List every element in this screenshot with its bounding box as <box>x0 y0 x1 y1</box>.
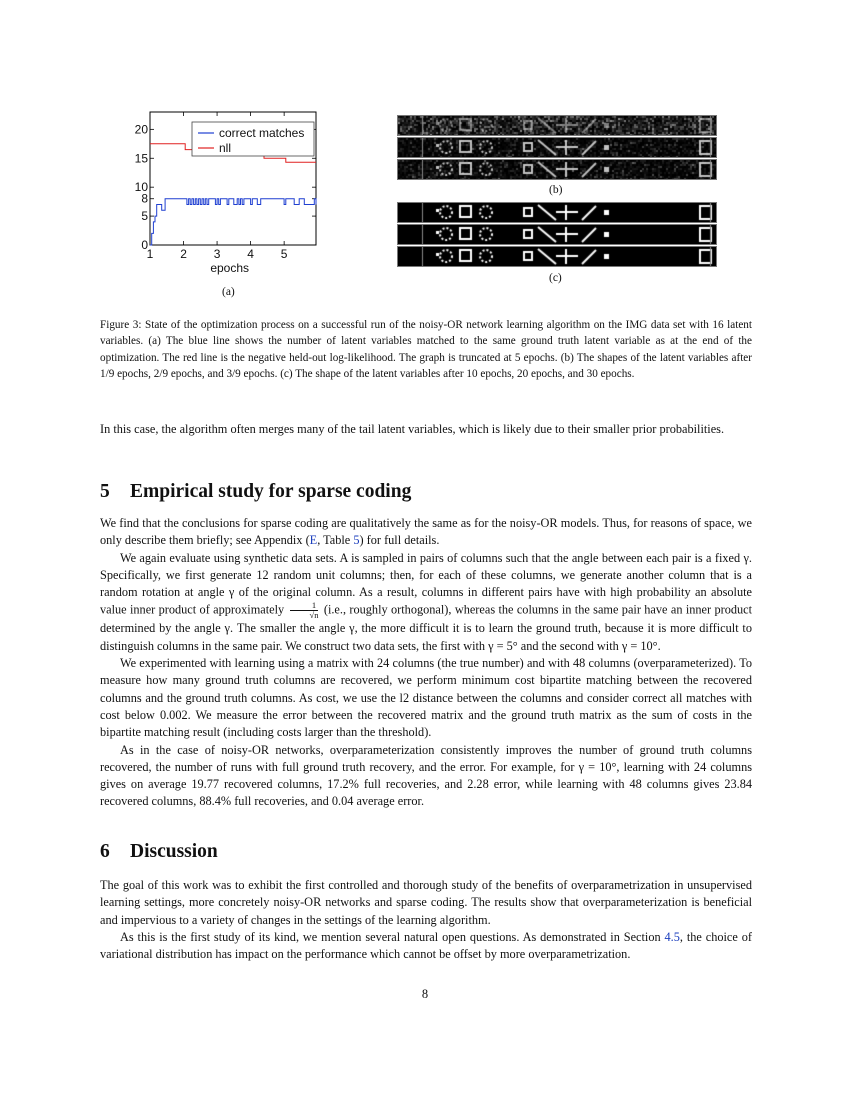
section-6-body <box>100 877 752 963</box>
page-number: 8 <box>421 987 429 1001</box>
section-title: Discussion <box>130 841 218 862</box>
paragraph <box>100 515 752 550</box>
caption-label: Figure 3: <box>100 319 142 331</box>
fraction-numerator: 1 <box>311 600 317 611</box>
text: , Table <box>317 533 354 548</box>
text: , the choice of variational distribution has impact on the performance which cannot be offset by more overparametrization. <box>100 929 752 962</box>
paragraph: As in the case of noisy-OR networks, overparameterization consistently improves the number of ground truth columns recovered, the number of runs with full ground truth recovery, and the error. For example, for γ = 10°, learning with 24 columns gives on average 19.77 recovered columns, 17.2% full recoveries, and 2.28 error, while learning with 48 columns gives 23.84 recovered columns, 88.4% full recoveries, and 0.04 average error. <box>100 742 752 809</box>
y-tick-label: 20 <box>134 122 148 137</box>
section-number: 5 <box>100 481 110 502</box>
figure-caption <box>100 317 752 383</box>
paragraph <box>100 550 752 655</box>
latent-strip-c3 <box>397 246 717 267</box>
section-number: 6 <box>100 841 110 862</box>
paragraph: We experimented with learning using a matrix with 24 columns (the true number) and with 48 columns (overparameterized). To measure how many ground truth columns are recovered, we perform minimum cost bipartite matching between the recovered columns and the ground truth columns. As cost, we use the l2 distance between the columns and consider correct all matches with cost below 0.002. We measure the error between the recovered matrix and the ground truth matrix as the sum of costs in the bipartite matching result (including costs larger than the threshold). <box>100 656 752 740</box>
paragraph <box>100 929 752 964</box>
section-link[interactable]: 4.5 <box>664 929 680 944</box>
subfigure-b-label: (b) <box>549 184 563 196</box>
y-tick-label: 15 <box>134 151 148 166</box>
y-tick-label: 8 <box>141 191 148 206</box>
text: As this is the first study of its kind, we mention several natural open questions. As demonstrated in Section <box>120 929 665 944</box>
subfigure-a-label: (a) <box>222 286 235 298</box>
x-tick-label: 3 <box>213 247 221 261</box>
section-title: Empirical study for sparse coding <box>130 481 412 502</box>
latent-strip-c1 <box>397 202 717 223</box>
legend-label: correct matches <box>219 126 305 140</box>
latent-strip-c2 <box>397 224 717 245</box>
x-tick-label: 4 <box>247 247 254 261</box>
section-5-heading <box>100 481 411 503</box>
caption-text: State of the optimization process on a successful run of the noisy-OR network learning algorithm on the IMG data set with 16 latent variables. (a) The blue line shows the number of latent variables matched to the same ground truth latent variable as at the end of the optimization. The red line is the negative held-out log-likelihood. The graph is truncated at 5 epochs. (b) The shapes of the latent variables after 1/9 epochs, 2/9 epochs, and 3/9 epochs. (c) The shape of the latent variables after 10 epochs, 20 epochs, and 30 epochs. <box>100 319 752 381</box>
latent-strip-b3 <box>397 159 717 180</box>
legend-label: nll <box>219 141 232 155</box>
x-axis-label: epochs <box>210 261 250 275</box>
text: ) for full details. <box>359 533 440 548</box>
fraction-denominator: √n <box>290 610 319 620</box>
y-tick-label: 0 <box>141 238 148 252</box>
section-6-heading <box>100 841 218 863</box>
x-tick-label: 5 <box>280 247 288 261</box>
fraction <box>290 601 319 620</box>
table-link[interactable]: 5 <box>353 533 360 548</box>
paragraph: The goal of this work was to exhibit the first controlled and thorough study of the benefits of overparametrization in unsupervised learning settings, more concretely noisy-OR networks and sparse coding. The results show that overparameterization is beneficial and impervious to a variety of changes in the settings of the learning algorithm. <box>100 878 752 927</box>
subfigure-c-label: (c) <box>549 272 562 284</box>
x-tick-label: 1 <box>146 247 154 261</box>
x-tick-label: 2 <box>180 247 187 261</box>
latent-strip-b2 <box>397 137 717 158</box>
appendix-link[interactable]: E <box>309 533 318 548</box>
text: We again evaluate using synthetic data sets. A is sampled in pairs of columns such that the angle between each pair is a fixed γ. Specifically, we first generate 12 random unit columns; then, for each of these columns, we generate another column that is a random rotation at angle γ of the original column. As a result, columns in different pairs have with high probability an absolute value inner product of approximately <box>100 550 752 617</box>
latent-strip-b1 <box>397 115 717 136</box>
epochs-line-chart <box>120 108 330 278</box>
y-tick-label: 10 <box>134 180 148 195</box>
text: We find that the conclusions for sparse coding are qualitatively the same as for the noisy-OR models. Thus, for reasons of space, we only describe them briefly; see Appendix ( <box>100 516 752 548</box>
y-tick-label: 5 <box>141 209 148 224</box>
section-5-body <box>100 515 752 811</box>
text: (i.e., roughly orthogonal), whereas the columns in the same pair have an inner product determined by the angle γ. The smaller the angle γ, the more difficult it is to learn the ground truth, because it is more difficult to distinguish columns in the same pair. We construct two data sets, the first with γ = 5° and the second with γ = 10°. <box>100 602 753 653</box>
intro-paragraph: In this case, the algorithm often merges many of the tail latent variables, which is likely due to their smaller prior probabilities. <box>100 422 725 436</box>
